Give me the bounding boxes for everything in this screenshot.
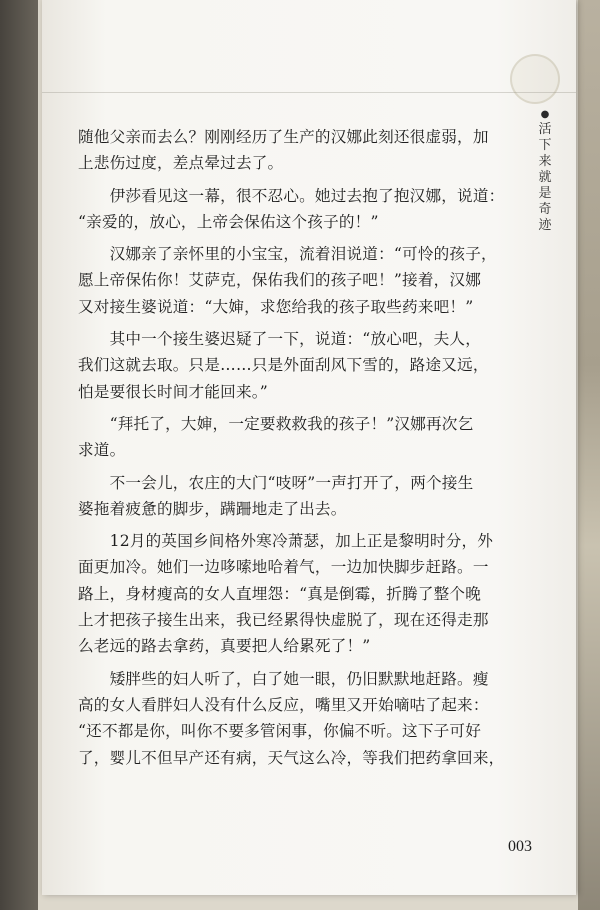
body-text bbox=[78, 124, 530, 771]
text-line: 上悲伤过度，差点晕过去了。 bbox=[78, 154, 284, 173]
text-line: 路上，身材瘦高的女人直埋怨：“真是倒霉，折腾了整个晚 bbox=[78, 584, 482, 603]
text-line: 汉娜亲了亲怀里的小宝宝，流着泪说道：“可怜的孩子， bbox=[78, 245, 497, 264]
text-line: 其中一个接生婆迟疑了一下，说道：“放心吧，夫人， bbox=[78, 330, 482, 349]
text-line: 么老远的路去拿药，真要把人给累死了！” bbox=[78, 637, 371, 656]
text-line: 面更加冷。她们一边哆嗦地哈着气，一边加快脚步赶路。一 bbox=[78, 558, 489, 577]
text-line: 婆拖着疲惫的脚步，蹒跚地走了出去。 bbox=[78, 499, 347, 518]
book-page bbox=[42, 0, 576, 895]
text-line: “拜托了，大婶，一定要救救我的孩子！”汉娜再次乞 bbox=[78, 414, 474, 433]
text-line: 求道。 bbox=[78, 441, 126, 460]
text-line: 不一会儿，农庄的大门“吱呀”一声打开了，两个接生 bbox=[78, 473, 474, 492]
chapter-title-vertical: 活 下 来 就 是 奇 迹 bbox=[538, 122, 552, 233]
text-line: 伊莎看见这一幕，很不忍心。她过去抱了抱汉娜，说道： bbox=[78, 186, 505, 205]
page-number: 003 bbox=[508, 838, 532, 855]
text-line: 随他父亲而去么？刚刚经历了生产的汉娜此刻还很虚弱，加 bbox=[78, 128, 489, 146]
text-line: 愿上帝保佑你！艾萨克，保佑我们的孩子吧！”接着，汉娜 bbox=[78, 271, 482, 290]
chapter-side-title bbox=[536, 108, 554, 234]
text-line: 上才把孩子接生出来，我已经累得快虚脱了，现在还得走那 bbox=[78, 611, 489, 630]
bullet-icon: ● bbox=[540, 109, 550, 120]
text-line: 12月的英国乡间格外寒冷萧瑟，加上正是黎明时分，外 bbox=[78, 532, 494, 551]
bleed-through-emblem bbox=[510, 54, 560, 104]
text-line: 矮胖些的妇人听了，白了她一眼，仍旧默默地赶路。瘦 bbox=[78, 669, 489, 688]
text-line: 又对接生婆说道：“大婶，求您给我的孩子取些药来吧！” bbox=[78, 297, 474, 316]
header-rule bbox=[42, 92, 576, 93]
text-line: “亲爱的，放心，上帝会保佑这个孩子的！” bbox=[78, 212, 379, 231]
text-line: 我们这就去取。只是……只是外面刮风下雪的，路途又远， bbox=[78, 356, 489, 375]
text-line: “还不都是你，叫你不要多管闲事，你偏不听。这下子可好 bbox=[78, 722, 482, 741]
text-line: 了，婴儿不但早产还有病，天气这么冷，等我们把药拿回来， bbox=[78, 748, 505, 767]
text-line: 怕是要很长时间才能回来。” bbox=[78, 382, 268, 401]
text-line: 高的女人看胖妇人没有什么反应，嘴里又开始嘀咕了起来： bbox=[78, 695, 489, 714]
